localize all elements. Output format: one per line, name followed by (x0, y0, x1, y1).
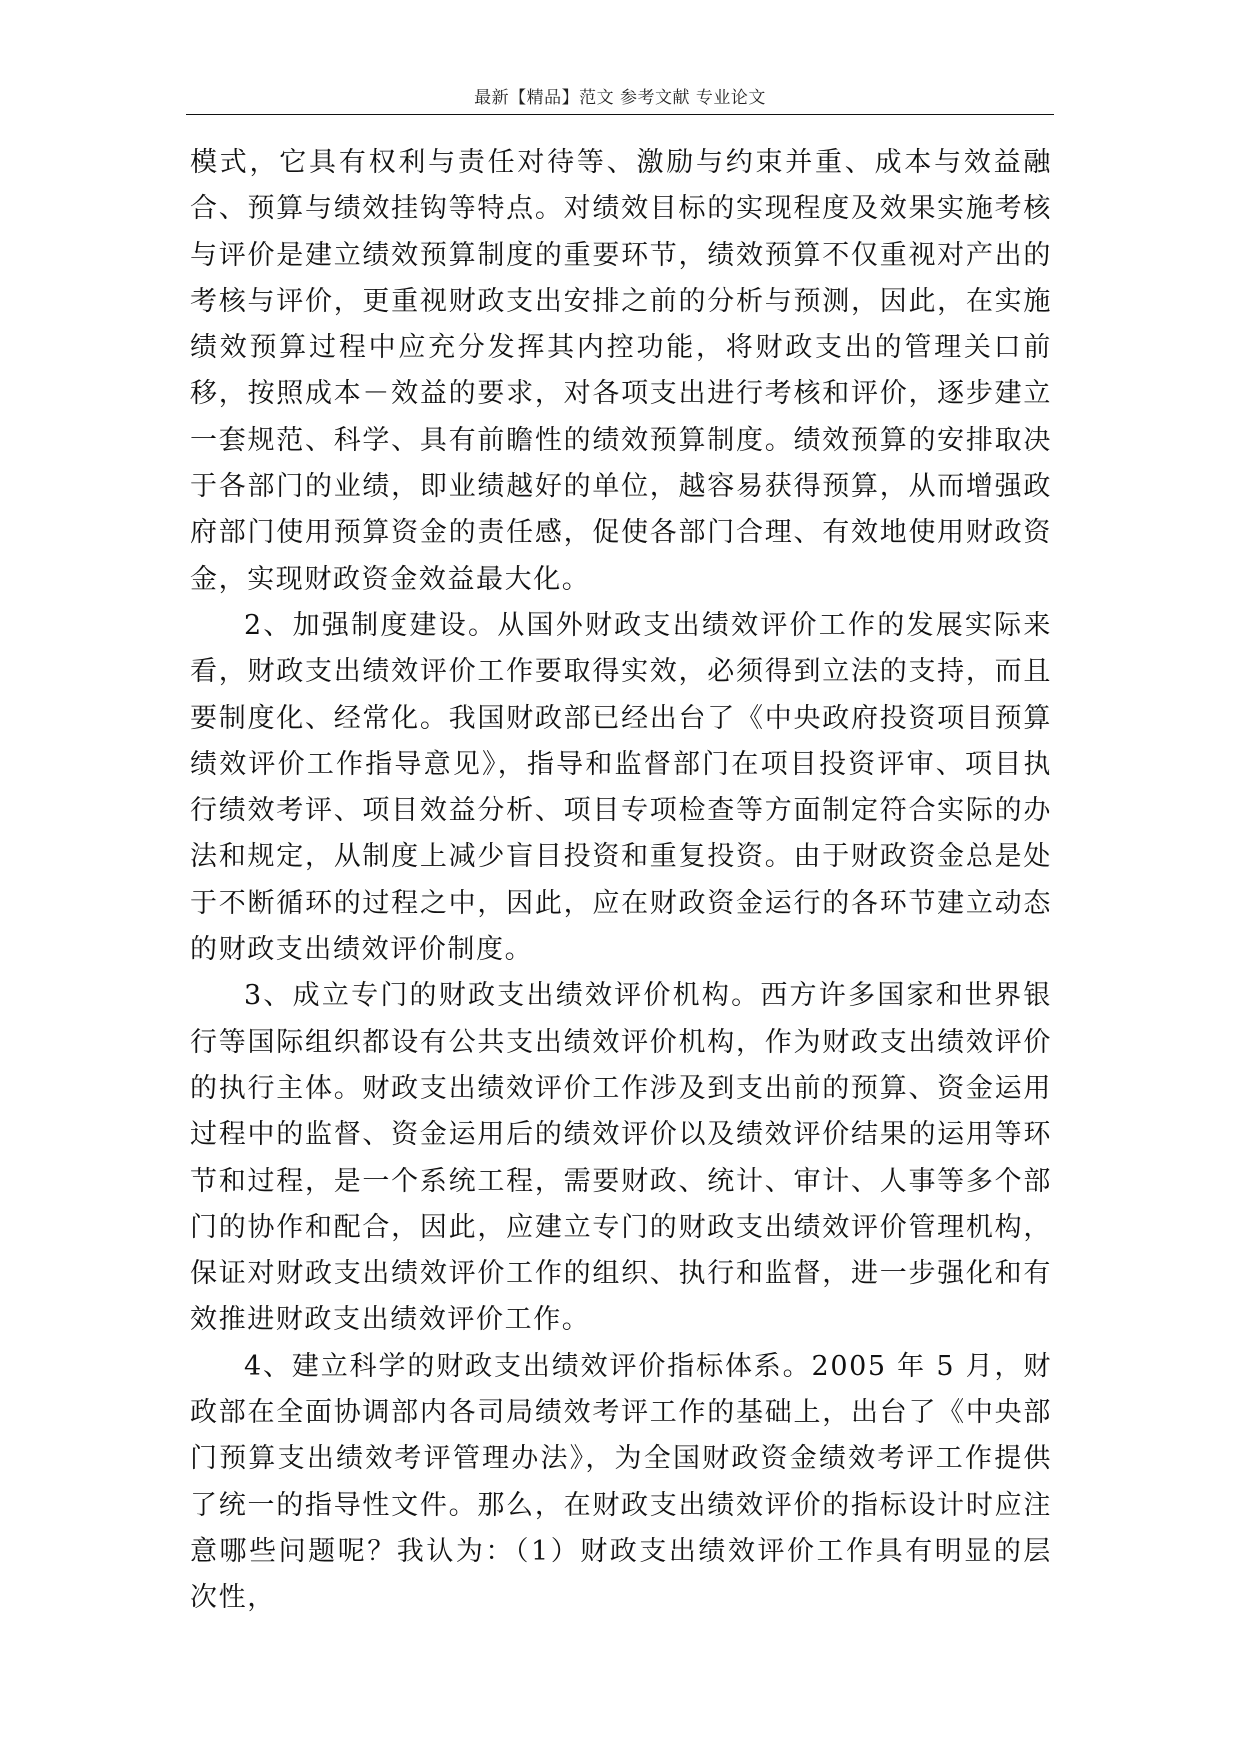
page-header: 最新【精品】范文 参考文献 专业论文 (474, 88, 766, 108)
paragraph-evaluation-agency: 3、成立专门的财政支出绩效评价机构。西方许多国家和世界银行等国际组织都设有公共支出绩效评价机构，作为财政支出绩效评价的执行主体。财政支出绩效评价工作涉及到支出前的预算、资金运用过程中的监督、资金运用后的绩效评价以及绩效评价结果的运用等环节和过程，是一个系统工程，需要财政、统计、审计、人事等多个部门的协作和配合，因此，应建立专门的财政支出绩效评价管理机构，保证对财政支出绩效评价工作的组织、执行和监督，进一步强化和有效推进财政支出绩效评价工作。 (190, 980, 1052, 1336)
document-body (190, 140, 1052, 1622)
paragraph-indicator-system: 4、建立科学的财政支出绩效评价指标体系。2005 年 5 月，财政部在全面协调部内各司局绩效考评工作的基础上，出台了《中央部门预算支出绩效考评管理办法》，为全国财政资金绩效考评工作提供了统一的指导性文件。那么，在财政支出绩效评价的指标设计时应注意哪些问题呢？我认为：（1）财政支出绩效评价工作具有明显的层次性， (190, 1350, 1052, 1614)
paragraph-institution-building: 2、加强制度建设。从国外财政支出绩效评价工作的发展实际来看，财政支出绩效评价工作要取得实效，必须得到立法的支持，而且要制度化、经常化。我国财政部已经出台了《中央政府投资项目预算绩效评价工作指导意见》，指导和监督部门在项目投资评审、项目执行绩效考评、项目效益分析、项目专项检查等方面制定符合实际的办法和规定，从制度上减少盲目投资和重复投资。由于财政资金总是处于不断循环的过程之中，因此，应在财政资金运行的各环节建立动态的财政支出绩效评价制度。 (190, 609, 1052, 966)
paragraph-continued: 模式，它具有权利与责任对待等、激励与约束并重、成本与效益融合、预算与绩效挂钩等特点。对绩效目标的实现程度及效果实施考核与评价是建立绩效预算制度的重要环节，绩效预算不仅重视对产出的考核与评价，更重视财政支出安排之前的分析与预测，因此，在实施绩效预算过程中应充分发挥其内控功能，将财政支出的管理关口前移，按照成本－效益的要求，对各项支出进行考核和评价，逐步建立一套规范、科学、具有前瞻性的绩效预算制度。绩效预算的安排取决于各部门的业绩，即业绩越好的单位，越容易获得预算，从而增强政府部门使用预算资金的责任感，促使各部门合理、有效地使用财政资金，实现财政资金效益最大化。 (190, 147, 1052, 595)
header-divider (186, 114, 1054, 115)
